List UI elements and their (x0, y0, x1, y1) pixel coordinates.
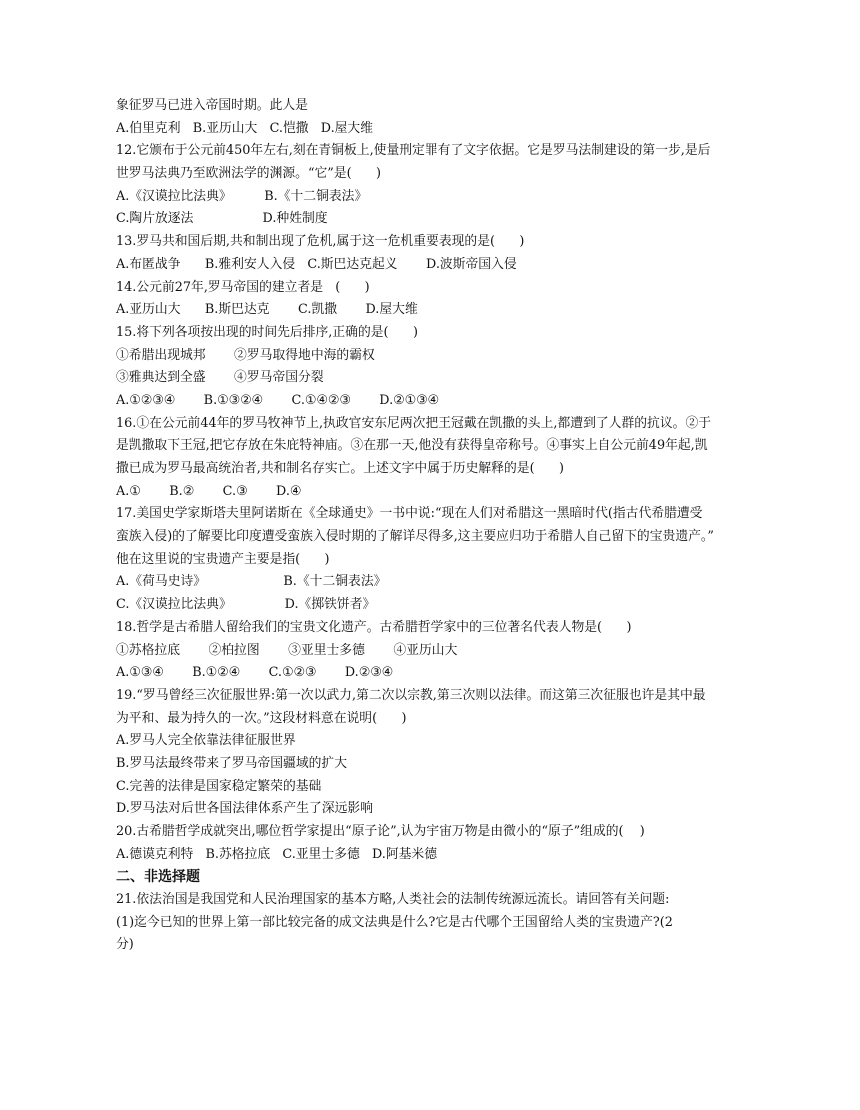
text-line: C.完善的法律是国家稳定繁荣的基础 (116, 778, 322, 794)
text-line: A.① B.② C.③ D.④ (116, 483, 302, 499)
text-line: 13.罗马共和国后期,共和制出现了危机,属于这一危机重要表现的是( ) (116, 234, 525, 250)
text-line: C.陶片放逐法 D.种姓制度 (116, 211, 328, 227)
text-line: 15.将下列各项按出现的时间先后排序,正确的是( ) (116, 324, 418, 340)
text-line: 他在这里说的宝贵遗产主要是指( ) (116, 551, 330, 567)
text-line: 12.它颁布于公元前450年左右,刻在青铜板上,使量刑定罪有了文字依据。它是罗马法制建设的第一步,是后 (116, 143, 711, 159)
text-line: C.《汉谟拉比法典》 D.《掷铁饼者》 (116, 597, 376, 613)
text-line: A.罗马人完全依靠法律征服世界 (116, 733, 296, 749)
text-line: A.①③④ B.①②④ C.①②③ D.②③④ (116, 665, 394, 681)
text-line: D.罗马法对后世各国法律体系产生了深远影响 (116, 801, 374, 817)
text-line: A.亚历山大 B.斯巴达克 C.凯撒 D.屋大维 (116, 302, 418, 318)
text-line: 世罗马法典乃至欧洲法学的渊源。“它”是( ) (116, 166, 382, 182)
text-line: 分) (116, 937, 134, 953)
text-line: A.①②③④ B.①③②④ C.①④②③ D.②①③④ (116, 392, 440, 408)
text-line: 蛮族入侵)的了解要比印度遭受蛮族入侵时期的了解详尽得多,这主要应归功于希腊人自己留下的宝贵遗产。” (116, 529, 714, 545)
document-content (116, 95, 756, 957)
text-line: (1)迄今已知的世界上第一部比较完备的成文法典是什么?它是古代哪个王国留给人类的宝贵遗产?(2 (116, 914, 673, 930)
text-line: 16.①在公元前44年的罗马牧神节上,执政官安东尼两次把王冠戴在凯撒的头上,都遭到了人群的抗议。②于 (116, 415, 712, 431)
section-heading: 二、非选择题 (116, 869, 200, 886)
text-line: 为平和、最为持久的一次。”这段材料意在说明( ) (116, 710, 407, 726)
text-line: 17.美国史学家斯塔夫里阿诺斯在《全球通史》一书中说:“现在人们对希腊这一黑暗时代(指古代希腊遭受 (116, 506, 703, 522)
text-line: A.《荷马史诗》 B.《十二铜表法》 (116, 574, 387, 590)
text-line: 18.哲学是古希腊人留给我们的宝贵文化遗产。古希腊哲学家中的三位著名代表人物是( ) (116, 619, 632, 635)
text-line: 19.“罗马曾经三次征服世界:第一次以武力,第二次以宗教,第三次则以法律。而这第三次征服也许是其中最 (116, 687, 706, 703)
text-line: 14.公元前27年,罗马帝国的建立者是 ( ) (116, 279, 370, 295)
text-line: B.罗马法最终带来了罗马帝国疆域的扩大 (116, 755, 348, 771)
text-line: A.伯里克利 B.亚历山大 C.恺撒 D.屋大维 (116, 120, 374, 136)
text-line: 象征罗马已进入帝国时期。此人是 (116, 98, 308, 113)
text-line: A.布匿战争 B.雅利安人入侵 C.斯巴达克起义 D.波斯帝国入侵 (116, 256, 517, 272)
text-line: A.《汉谟拉比法典》 B.《十二铜表法》 (116, 188, 368, 204)
text-line: A.德谟克利特 B.苏格拉底 C.亚里士多德 D.阿基米德 (116, 846, 438, 862)
text-line: ③雅典达到全盛 ④罗马帝国分裂 (116, 370, 324, 386)
text-line: 21.依法治国是我国党和人民治理国家的基本方略,人类社会的法制传统源远流长。请回答有关问题: (116, 892, 670, 908)
text-line: ①希腊出现城邦 ②罗马取得地中海的霸权 (116, 347, 375, 363)
text-line: 20.古希腊哲学成就突出,哪位哲学家提出“原子论”,认为宇宙万物是由微小的“原子”组成的( ) (116, 824, 645, 839)
text-line: 是凯撒取下王冠,把它存放在朱庇特神庙。③在那一天,他没有获得皇帝称号。④事实上自公元前49年起,凯 (116, 438, 708, 454)
text-line: ①苏格拉底 ②柏拉图 ③亚里士多德 ④亚历山大 (116, 642, 458, 658)
text-line: 撒已成为罗马最高统治者,共和制名存实亡。上述文字中属于历史解释的是( ) (116, 461, 564, 476)
